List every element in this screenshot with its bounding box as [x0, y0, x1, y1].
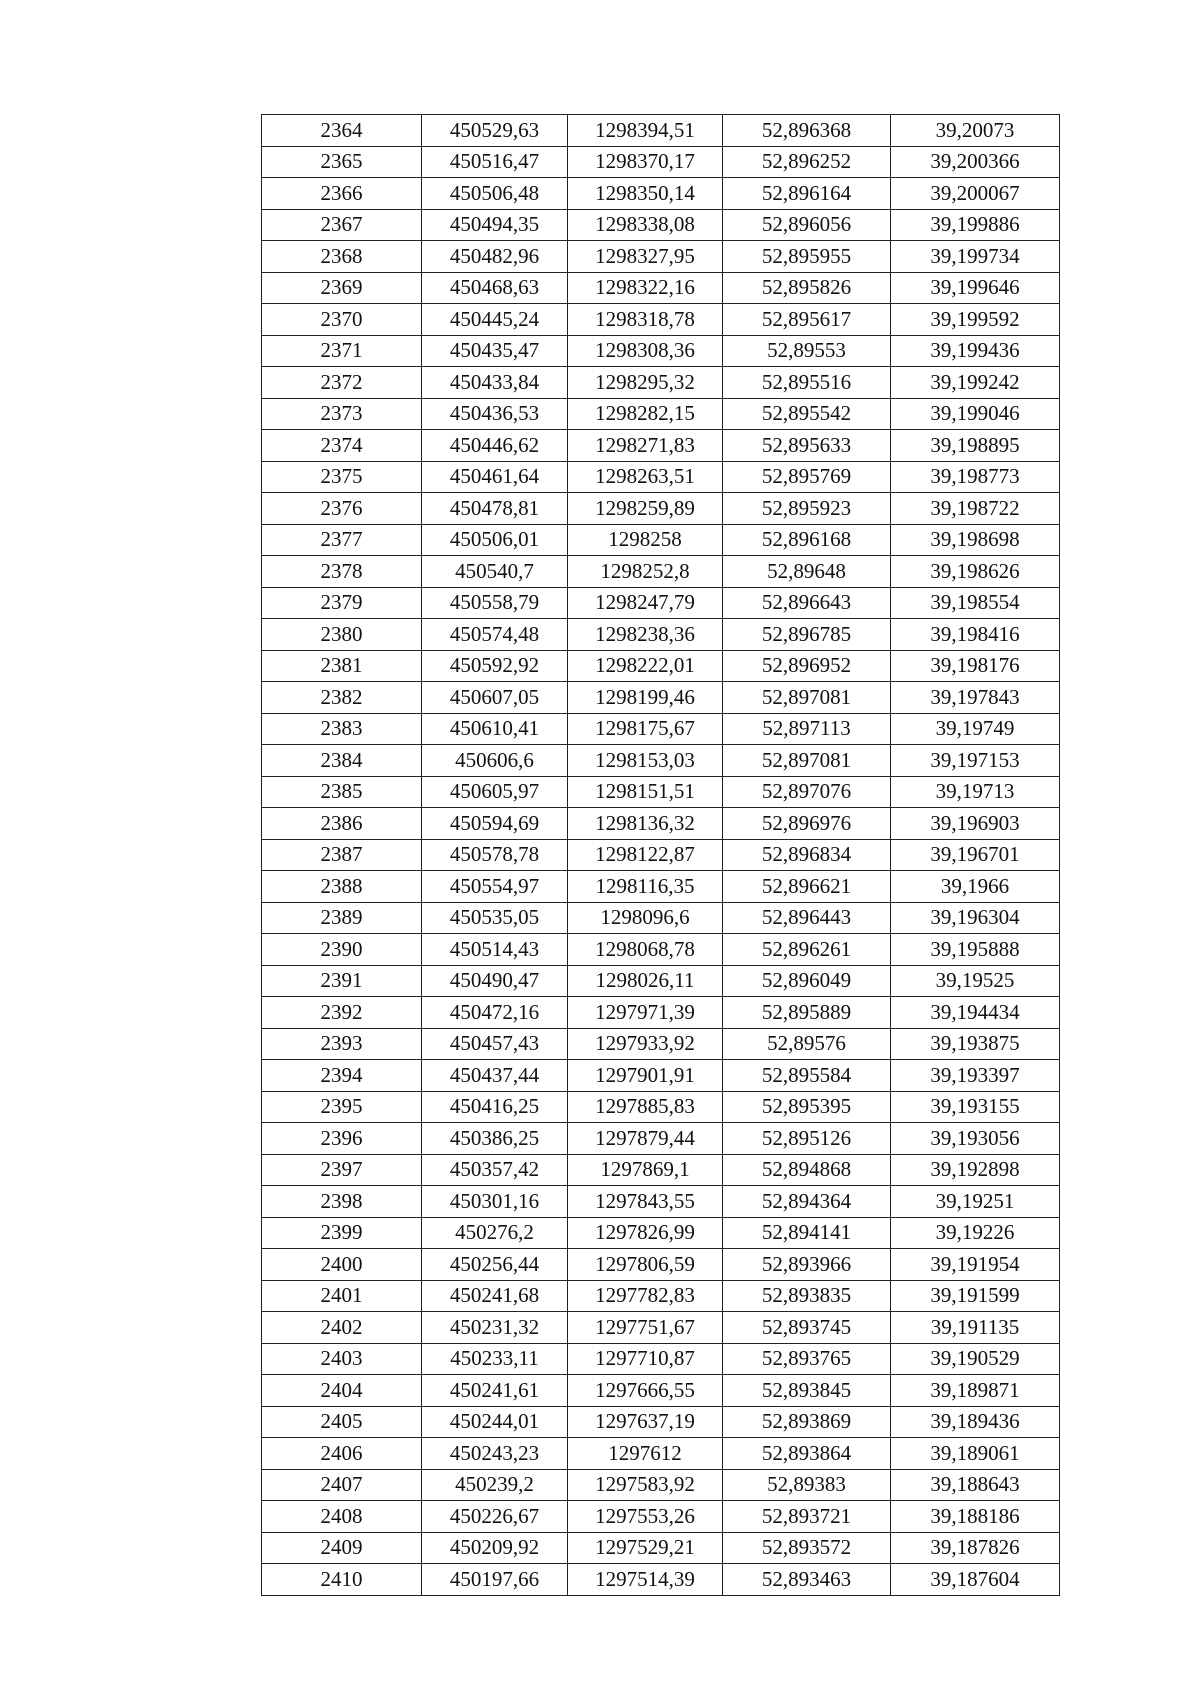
- table-row: [262, 934, 1060, 966]
- longitude-cell: 39,198698: [891, 524, 1060, 556]
- x-coordinate-cell: 450436,53: [422, 398, 568, 430]
- point-number-cell: 2381: [262, 650, 422, 682]
- latitude-cell: 52,893869: [723, 1406, 891, 1438]
- y-coordinate-cell: 1298263,51: [568, 461, 723, 493]
- latitude-cell: 52,897076: [723, 776, 891, 808]
- table-row: [262, 808, 1060, 840]
- longitude-cell: 39,193875: [891, 1028, 1060, 1060]
- table-row: [262, 1217, 1060, 1249]
- point-number-cell: 2398: [262, 1186, 422, 1218]
- point-number-cell: 2373: [262, 398, 422, 430]
- latitude-cell: 52,896168: [723, 524, 891, 556]
- point-number-cell: 2370: [262, 304, 422, 336]
- y-coordinate-cell: 1298153,03: [568, 745, 723, 777]
- longitude-cell: 39,198416: [891, 619, 1060, 651]
- longitude-cell: 39,193155: [891, 1091, 1060, 1123]
- y-coordinate-cell: 1297901,91: [568, 1060, 723, 1092]
- table-row: [262, 1186, 1060, 1218]
- longitude-cell: 39,19713: [891, 776, 1060, 808]
- point-number-cell: 2407: [262, 1469, 422, 1501]
- longitude-cell: 39,198895: [891, 430, 1060, 462]
- point-number-cell: 2402: [262, 1312, 422, 1344]
- latitude-cell: 52,893745: [723, 1312, 891, 1344]
- point-number-cell: 2372: [262, 367, 422, 399]
- table-row: [262, 902, 1060, 934]
- longitude-cell: 39,198722: [891, 493, 1060, 525]
- latitude-cell: 52,896976: [723, 808, 891, 840]
- y-coordinate-cell: 1298247,79: [568, 587, 723, 619]
- point-number-cell: 2399: [262, 1217, 422, 1249]
- table-row: [262, 1343, 1060, 1375]
- y-coordinate-cell: 1298026,11: [568, 965, 723, 997]
- point-number-cell: 2405: [262, 1406, 422, 1438]
- point-number-cell: 2389: [262, 902, 422, 934]
- point-number-cell: 2400: [262, 1249, 422, 1281]
- x-coordinate-cell: 450490,47: [422, 965, 568, 997]
- table-row: [262, 367, 1060, 399]
- point-number-cell: 2408: [262, 1501, 422, 1533]
- longitude-cell: 39,193056: [891, 1123, 1060, 1155]
- y-coordinate-cell: 1297751,67: [568, 1312, 723, 1344]
- latitude-cell: 52,893572: [723, 1532, 891, 1564]
- point-number-cell: 2378: [262, 556, 422, 588]
- table-row: [262, 272, 1060, 304]
- x-coordinate-cell: 450437,44: [422, 1060, 568, 1092]
- longitude-cell: 39,199646: [891, 272, 1060, 304]
- latitude-cell: 52,893721: [723, 1501, 891, 1533]
- longitude-cell: 39,191135: [891, 1312, 1060, 1344]
- latitude-cell: 52,895923: [723, 493, 891, 525]
- table-row: [262, 209, 1060, 241]
- longitude-cell: 39,199046: [891, 398, 1060, 430]
- latitude-cell: 52,89576: [723, 1028, 891, 1060]
- x-coordinate-cell: 450478,81: [422, 493, 568, 525]
- point-number-cell: 2368: [262, 241, 422, 273]
- table-row: [262, 146, 1060, 178]
- longitude-cell: 39,193397: [891, 1060, 1060, 1092]
- point-number-cell: 2406: [262, 1438, 422, 1470]
- point-number-cell: 2397: [262, 1154, 422, 1186]
- longitude-cell: 39,1966: [891, 871, 1060, 903]
- y-coordinate-cell: 1298068,78: [568, 934, 723, 966]
- table-row: [262, 1123, 1060, 1155]
- x-coordinate-cell: 450516,47: [422, 146, 568, 178]
- table-row: [262, 871, 1060, 903]
- latitude-cell: 52,896056: [723, 209, 891, 241]
- x-coordinate-cell: 450233,11: [422, 1343, 568, 1375]
- latitude-cell: 52,89383: [723, 1469, 891, 1501]
- table-row: [262, 524, 1060, 556]
- longitude-cell: 39,191599: [891, 1280, 1060, 1312]
- longitude-cell: 39,19525: [891, 965, 1060, 997]
- y-coordinate-cell: 1297710,87: [568, 1343, 723, 1375]
- x-coordinate-cell: 450244,01: [422, 1406, 568, 1438]
- table-row: [262, 1280, 1060, 1312]
- x-coordinate-cell: 450197,66: [422, 1564, 568, 1596]
- longitude-cell: 39,20073: [891, 115, 1060, 147]
- longitude-cell: 39,191954: [891, 1249, 1060, 1281]
- point-number-cell: 2371: [262, 335, 422, 367]
- y-coordinate-cell: 1297806,59: [568, 1249, 723, 1281]
- latitude-cell: 52,895617: [723, 304, 891, 336]
- x-coordinate-cell: 450494,35: [422, 209, 568, 241]
- x-coordinate-cell: 450445,24: [422, 304, 568, 336]
- y-coordinate-cell: 1298096,6: [568, 902, 723, 934]
- point-number-cell: 2384: [262, 745, 422, 777]
- latitude-cell: 52,895395: [723, 1091, 891, 1123]
- y-coordinate-cell: 1298350,14: [568, 178, 723, 210]
- y-coordinate-cell: 1298322,16: [568, 272, 723, 304]
- latitude-cell: 52,893845: [723, 1375, 891, 1407]
- table-row: [262, 398, 1060, 430]
- y-coordinate-cell: 1298222,01: [568, 650, 723, 682]
- y-coordinate-cell: 1297879,44: [568, 1123, 723, 1155]
- y-coordinate-cell: 1298370,17: [568, 146, 723, 178]
- table-row: [262, 1028, 1060, 1060]
- y-coordinate-cell: 1298394,51: [568, 115, 723, 147]
- y-coordinate-cell: 1298151,51: [568, 776, 723, 808]
- longitude-cell: 39,199886: [891, 209, 1060, 241]
- x-coordinate-cell: 450472,16: [422, 997, 568, 1029]
- y-coordinate-cell: 1298122,87: [568, 839, 723, 871]
- x-coordinate-cell: 450594,69: [422, 808, 568, 840]
- y-coordinate-cell: 1298282,15: [568, 398, 723, 430]
- latitude-cell: 52,896368: [723, 115, 891, 147]
- point-number-cell: 2403: [262, 1343, 422, 1375]
- table-row: [262, 1249, 1060, 1281]
- table-row: [262, 1564, 1060, 1596]
- point-number-cell: 2391: [262, 965, 422, 997]
- latitude-cell: 52,895769: [723, 461, 891, 493]
- table-row: [262, 430, 1060, 462]
- point-number-cell: 2380: [262, 619, 422, 651]
- x-coordinate-cell: 450457,43: [422, 1028, 568, 1060]
- longitude-cell: 39,195888: [891, 934, 1060, 966]
- point-number-cell: 2386: [262, 808, 422, 840]
- longitude-cell: 39,198626: [891, 556, 1060, 588]
- table-row: [262, 556, 1060, 588]
- x-coordinate-cell: 450506,48: [422, 178, 568, 210]
- y-coordinate-cell: 1297782,83: [568, 1280, 723, 1312]
- latitude-cell: 52,893966: [723, 1249, 891, 1281]
- latitude-cell: 52,895584: [723, 1060, 891, 1092]
- point-number-cell: 2385: [262, 776, 422, 808]
- x-coordinate-cell: 450540,7: [422, 556, 568, 588]
- table-row: [262, 619, 1060, 651]
- y-coordinate-cell: 1298258: [568, 524, 723, 556]
- x-coordinate-cell: 450482,96: [422, 241, 568, 273]
- point-number-cell: 2382: [262, 682, 422, 714]
- y-coordinate-cell: 1298259,89: [568, 493, 723, 525]
- y-coordinate-cell: 1298252,8: [568, 556, 723, 588]
- latitude-cell: 52,893864: [723, 1438, 891, 1470]
- latitude-cell: 52,896621: [723, 871, 891, 903]
- latitude-cell: 52,893463: [723, 1564, 891, 1596]
- latitude-cell: 52,895126: [723, 1123, 891, 1155]
- x-coordinate-cell: 450357,42: [422, 1154, 568, 1186]
- y-coordinate-cell: 1297843,55: [568, 1186, 723, 1218]
- longitude-cell: 39,197153: [891, 745, 1060, 777]
- longitude-cell: 39,200067: [891, 178, 1060, 210]
- longitude-cell: 39,189871: [891, 1375, 1060, 1407]
- y-coordinate-cell: 1297666,55: [568, 1375, 723, 1407]
- point-number-cell: 2404: [262, 1375, 422, 1407]
- x-coordinate-cell: 450241,61: [422, 1375, 568, 1407]
- longitude-cell: 39,197843: [891, 682, 1060, 714]
- longitude-cell: 39,19749: [891, 713, 1060, 745]
- longitude-cell: 39,198554: [891, 587, 1060, 619]
- coordinates-table-body: [262, 115, 1060, 1596]
- point-number-cell: 2395: [262, 1091, 422, 1123]
- latitude-cell: 52,894364: [723, 1186, 891, 1218]
- point-number-cell: 2366: [262, 178, 422, 210]
- x-coordinate-cell: 450435,47: [422, 335, 568, 367]
- table-row: [262, 1406, 1060, 1438]
- x-coordinate-cell: 450574,48: [422, 619, 568, 651]
- x-coordinate-cell: 450256,44: [422, 1249, 568, 1281]
- longitude-cell: 39,199436: [891, 335, 1060, 367]
- point-number-cell: 2375: [262, 461, 422, 493]
- latitude-cell: 52,895516: [723, 367, 891, 399]
- longitude-cell: 39,189061: [891, 1438, 1060, 1470]
- longitude-cell: 39,196701: [891, 839, 1060, 871]
- x-coordinate-cell: 450592,92: [422, 650, 568, 682]
- x-coordinate-cell: 450276,2: [422, 1217, 568, 1249]
- x-coordinate-cell: 450416,25: [422, 1091, 568, 1123]
- table-row: [262, 1532, 1060, 1564]
- y-coordinate-cell: 1297583,92: [568, 1469, 723, 1501]
- point-number-cell: 2379: [262, 587, 422, 619]
- y-coordinate-cell: 1298238,36: [568, 619, 723, 651]
- x-coordinate-cell: 450209,92: [422, 1532, 568, 1564]
- point-number-cell: 2376: [262, 493, 422, 525]
- latitude-cell: 52,893835: [723, 1280, 891, 1312]
- latitude-cell: 52,894868: [723, 1154, 891, 1186]
- table-row: [262, 461, 1060, 493]
- longitude-cell: 39,19226: [891, 1217, 1060, 1249]
- point-number-cell: 2409: [262, 1532, 422, 1564]
- longitude-cell: 39,199242: [891, 367, 1060, 399]
- table-row: [262, 1438, 1060, 1470]
- point-number-cell: 2367: [262, 209, 422, 241]
- y-coordinate-cell: 1297933,92: [568, 1028, 723, 1060]
- table-row: [262, 1154, 1060, 1186]
- point-number-cell: 2377: [262, 524, 422, 556]
- table-row: [262, 1375, 1060, 1407]
- table-row: [262, 493, 1060, 525]
- latitude-cell: 52,896252: [723, 146, 891, 178]
- latitude-cell: 52,896785: [723, 619, 891, 651]
- longitude-cell: 39,199734: [891, 241, 1060, 273]
- longitude-cell: 39,192898: [891, 1154, 1060, 1186]
- point-number-cell: 2364: [262, 115, 422, 147]
- point-number-cell: 2393: [262, 1028, 422, 1060]
- x-coordinate-cell: 450241,68: [422, 1280, 568, 1312]
- table-row: [262, 178, 1060, 210]
- y-coordinate-cell: 1298136,32: [568, 808, 723, 840]
- longitude-cell: 39,196903: [891, 808, 1060, 840]
- x-coordinate-cell: 450514,43: [422, 934, 568, 966]
- x-coordinate-cell: 450529,63: [422, 115, 568, 147]
- x-coordinate-cell: 450301,16: [422, 1186, 568, 1218]
- x-coordinate-cell: 450506,01: [422, 524, 568, 556]
- table-row: [262, 1312, 1060, 1344]
- table-row: [262, 713, 1060, 745]
- table-row: [262, 335, 1060, 367]
- x-coordinate-cell: 450468,63: [422, 272, 568, 304]
- table-row: [262, 839, 1060, 871]
- longitude-cell: 39,19251: [891, 1186, 1060, 1218]
- latitude-cell: 52,895826: [723, 272, 891, 304]
- point-number-cell: 2392: [262, 997, 422, 1029]
- y-coordinate-cell: 1297553,26: [568, 1501, 723, 1533]
- point-number-cell: 2365: [262, 146, 422, 178]
- latitude-cell: 52,896834: [723, 839, 891, 871]
- table-row: [262, 650, 1060, 682]
- point-number-cell: 2410: [262, 1564, 422, 1596]
- longitude-cell: 39,187604: [891, 1564, 1060, 1596]
- longitude-cell: 39,188643: [891, 1469, 1060, 1501]
- longitude-cell: 39,196304: [891, 902, 1060, 934]
- x-coordinate-cell: 450554,97: [422, 871, 568, 903]
- x-coordinate-cell: 450239,2: [422, 1469, 568, 1501]
- latitude-cell: 52,89553: [723, 335, 891, 367]
- y-coordinate-cell: 1298318,78: [568, 304, 723, 336]
- point-number-cell: 2387: [262, 839, 422, 871]
- latitude-cell: 52,895542: [723, 398, 891, 430]
- table-row: [262, 776, 1060, 808]
- latitude-cell: 52,89648: [723, 556, 891, 588]
- table-row: [262, 1469, 1060, 1501]
- latitude-cell: 52,895889: [723, 997, 891, 1029]
- table-row: [262, 1501, 1060, 1533]
- longitude-cell: 39,187826: [891, 1532, 1060, 1564]
- longitude-cell: 39,194434: [891, 997, 1060, 1029]
- y-coordinate-cell: 1298199,46: [568, 682, 723, 714]
- y-coordinate-cell: 1297529,21: [568, 1532, 723, 1564]
- point-number-cell: 2390: [262, 934, 422, 966]
- y-coordinate-cell: 1298308,36: [568, 335, 723, 367]
- longitude-cell: 39,200366: [891, 146, 1060, 178]
- table-row: [262, 241, 1060, 273]
- longitude-cell: 39,190529: [891, 1343, 1060, 1375]
- y-coordinate-cell: 1298175,67: [568, 713, 723, 745]
- x-coordinate-cell: 450226,67: [422, 1501, 568, 1533]
- table-row: [262, 745, 1060, 777]
- longitude-cell: 39,198176: [891, 650, 1060, 682]
- table-row: [262, 1060, 1060, 1092]
- y-coordinate-cell: 1297637,19: [568, 1406, 723, 1438]
- latitude-cell: 52,893765: [723, 1343, 891, 1375]
- x-coordinate-cell: 450433,84: [422, 367, 568, 399]
- longitude-cell: 39,189436: [891, 1406, 1060, 1438]
- x-coordinate-cell: 450610,41: [422, 713, 568, 745]
- y-coordinate-cell: 1297826,99: [568, 1217, 723, 1249]
- latitude-cell: 52,897081: [723, 745, 891, 777]
- table-row: [262, 965, 1060, 997]
- x-coordinate-cell: 450461,64: [422, 461, 568, 493]
- latitude-cell: 52,896443: [723, 902, 891, 934]
- longitude-cell: 39,198773: [891, 461, 1060, 493]
- latitude-cell: 52,895955: [723, 241, 891, 273]
- table-row: [262, 997, 1060, 1029]
- y-coordinate-cell: 1298295,32: [568, 367, 723, 399]
- x-coordinate-cell: 450386,25: [422, 1123, 568, 1155]
- longitude-cell: 39,199592: [891, 304, 1060, 336]
- table-row: [262, 304, 1060, 336]
- table-row: [262, 115, 1060, 147]
- latitude-cell: 52,897081: [723, 682, 891, 714]
- point-number-cell: 2383: [262, 713, 422, 745]
- point-number-cell: 2401: [262, 1280, 422, 1312]
- latitude-cell: 52,896164: [723, 178, 891, 210]
- y-coordinate-cell: 1297971,39: [568, 997, 723, 1029]
- x-coordinate-cell: 450231,32: [422, 1312, 568, 1344]
- point-number-cell: 2388: [262, 871, 422, 903]
- y-coordinate-cell: 1298338,08: [568, 209, 723, 241]
- table-row: [262, 587, 1060, 619]
- point-number-cell: 2394: [262, 1060, 422, 1092]
- latitude-cell: 52,895633: [723, 430, 891, 462]
- x-coordinate-cell: 450446,62: [422, 430, 568, 462]
- x-coordinate-cell: 450578,78: [422, 839, 568, 871]
- latitude-cell: 52,894141: [723, 1217, 891, 1249]
- y-coordinate-cell: 1298271,83: [568, 430, 723, 462]
- point-number-cell: 2374: [262, 430, 422, 462]
- x-coordinate-cell: 450606,6: [422, 745, 568, 777]
- y-coordinate-cell: 1297885,83: [568, 1091, 723, 1123]
- x-coordinate-cell: 450605,97: [422, 776, 568, 808]
- y-coordinate-cell: 1298116,35: [568, 871, 723, 903]
- latitude-cell: 52,896952: [723, 650, 891, 682]
- y-coordinate-cell: 1297514,39: [568, 1564, 723, 1596]
- table-row: [262, 682, 1060, 714]
- latitude-cell: 52,896261: [723, 934, 891, 966]
- latitude-cell: 52,897113: [723, 713, 891, 745]
- latitude-cell: 52,896049: [723, 965, 891, 997]
- latitude-cell: 52,896643: [723, 587, 891, 619]
- point-number-cell: 2396: [262, 1123, 422, 1155]
- y-coordinate-cell: 1298327,95: [568, 241, 723, 273]
- coordinates-table: [261, 114, 1060, 1596]
- point-number-cell: 2369: [262, 272, 422, 304]
- x-coordinate-cell: 450243,23: [422, 1438, 568, 1470]
- x-coordinate-cell: 450558,79: [422, 587, 568, 619]
- x-coordinate-cell: 450607,05: [422, 682, 568, 714]
- table-row: [262, 1091, 1060, 1123]
- x-coordinate-cell: 450535,05: [422, 902, 568, 934]
- y-coordinate-cell: 1297612: [568, 1438, 723, 1470]
- longitude-cell: 39,188186: [891, 1501, 1060, 1533]
- y-coordinate-cell: 1297869,1: [568, 1154, 723, 1186]
